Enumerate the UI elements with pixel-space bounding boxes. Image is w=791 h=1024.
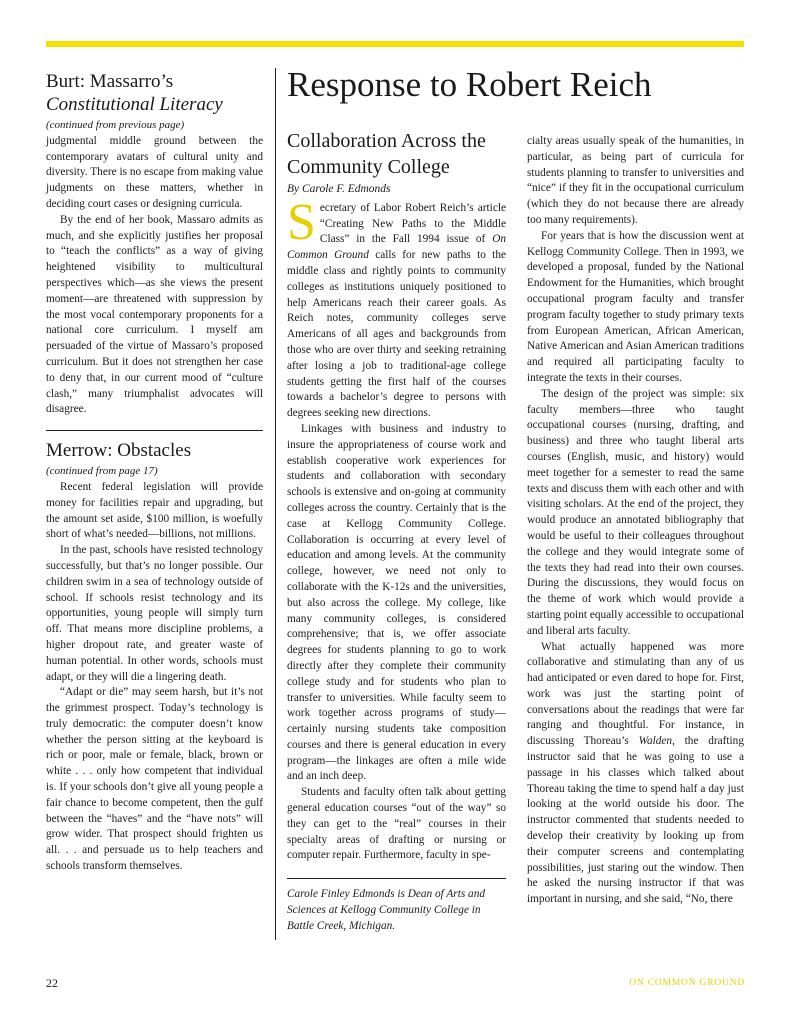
article-title: Collaboration Across the Community College bbox=[287, 130, 486, 178]
article-paragraph-4: cialty areas usually speak of the humanities, in particular, as being part of curricula for students planning to transfer to universities and “nice” if they fit in the occupational curriculum (which they do not because there are already too many requirements). bbox=[527, 135, 744, 226]
merrow-heading: Merrow: Obstacles bbox=[46, 440, 192, 462]
article-paragraph-5: For years that is how the discussion went at Kellogg Community College. Then in 1993, we developed a proposal, funded by the National Endowment for the Humanities, which brought occupational program faculty and transfer program faculty together to study primary texts from European American, African American, Native American and Asian American traditions and required all participating faculty to integrate the texts in their courses. bbox=[527, 229, 744, 384]
burt-subheading: Constitutional Literacy bbox=[46, 94, 223, 115]
merrow-paragraph-1: Recent federal legislation will provide money for facilities repair and upgrading, but the amount set aside, $100 million, is woefully short of what’s needed—billions, not millions. bbox=[46, 480, 263, 541]
burt-heading: Burt: Massarro’s Constitutional Literacy bbox=[46, 71, 223, 115]
article-paragraph-1: Secretary of Labor Robert Reich’s article “Creating New Paths to the Middle Class” in the Fall 1994 issue of On Common Ground calls for new paths to the middle class and rightly points to community colleges as institutions uniquely positioned to help Americans reach their career goals. As Reich notes, community colleges serve Americans of all ages and backgrounds from those who are over thirty and seeking retraining after losing a job to traditional-age college students getting the first half of the courses towards a bachelor’s degree to persons with degrees seeking new directions. bbox=[287, 193, 506, 420]
bio-divider bbox=[287, 878, 506, 879]
walden-title: Walden bbox=[638, 735, 673, 748]
burt-paragraph-1: judgmental middle ground between the contemporary avatars of cultural unity and diversity. There is no escape from making value judgments on these matters, whether in deciding court cases or designing curricula. bbox=[46, 134, 263, 210]
left-column bbox=[46, 62, 263, 875]
section-divider bbox=[46, 430, 263, 431]
article-paragraph-2: Linkages with business and industry to insure the appropriateness of course work and establish cooperative work experiences for students and collaboration with secondary schools is extensive and on-going at community colleges across the country. Certainly that is the case at Kellogg Community College. Collaboration is occurring at every level of education and among levels. At the community college, however, we need not only to collaborate with the K-12s and the universities, but also across the college. My college, like many community colleges, is considered comprehensive; that is, we offer associate degrees for students planning to go to work directly after they complete their community college study and for students who plan to transfer to universities. While faculty seem to work together across programs of study—certainly nursing students take composition courses and there is general education in every program—the linkages are often a mile wide and an inch deep. bbox=[287, 422, 506, 783]
article-paragraph-7: What actually happened was more collaborative and stimulating than any of us had anticipated or even dared to hope for. First, work was just the starting point of conversations about the readings that were far ranging and thoughtful. For instance, in discussing Thoreau’s Walden, the drafting instructor said that he was going to use a passage in his classes which talked about Thoreau taking the time to spend half a day just looking at the world outside his door. The instructor commented that students needed to develop their creativity by looking up from their computer screens and contemplating possibilities, just staring out the window. Then he asked the nursing instructor if that was important in nursing, and she said, “No, there bbox=[527, 640, 744, 906]
page-title: Response to Robert Reich bbox=[287, 65, 652, 104]
column-rule bbox=[275, 68, 276, 940]
right-column bbox=[527, 134, 744, 908]
merrow-paragraph-2: In the past, schools have resisted technology successfully, but that’s no longer possible. Our children swim in a sea of technology outside of school. If schools resist technology and its opportunities, young people will simply turn off. That means more discipline problems, a higher dropout rate, and greater waste of human potential. In other words, schools must adapt, or they will die a lingering death. bbox=[46, 544, 263, 683]
drop-cap: S bbox=[287, 193, 316, 251]
merrow-continued-note: (continued from page 17) bbox=[46, 465, 158, 478]
running-title: ON COMMON GROUND bbox=[629, 978, 745, 988]
top-accent-bar bbox=[46, 41, 744, 47]
byline: By Carole F. Edmonds bbox=[287, 183, 391, 195]
merrow-paragraph-3: “Adapt or die” may seem harsh, but it’s not the grimmest prospect. Today’s technology is truly democratic: the computer doesn’t know whether the person sitting at the keyboard is rich or poor, male or female, black, brown or white . . . only how competent that individual is. If your schools don’t give all young people a fair chance to become competent, then the gulf between the “haves” and the “have nots” will grow wider. That prospect should frighten us all. . . and persuade us to help teachers and schools transform themselves. bbox=[46, 686, 263, 873]
middle-column bbox=[287, 128, 506, 935]
page-number: 22 bbox=[46, 976, 58, 990]
burt-paragraph-2: By the end of her book, Massaro admits as much, and she explicitly justifies her proposal to “teach the conflicts” as a way of giving heightened visibility to multicultural perspectives which—as she views the present moment—are threatened with suppression by the most vocal contemporary proponents for a national core curriculum. I myself am persuaded of the virtue of Massaro’s proposed curriculum. But it does not strengthen her case to deny that, in our current mood of “culture clash,” many triumphalist advocates will disagree. bbox=[46, 213, 263, 416]
publication-title: On Common Ground bbox=[287, 233, 506, 262]
author-bio: Carole Finley Edmonds is Dean of Arts and Sciences at Kellogg Community College in Battle Creek, Michigan. bbox=[287, 888, 485, 932]
article-paragraph-3: Students and faculty often talk about getting general education courses “out of the way” so they can get to the “real” courses in their specialty areas of drafting or nursing or computer repair. Furthermore, faculty in spe- bbox=[287, 786, 506, 862]
article-paragraph-6: The design of the project was simple: six faculty members—three who taught occupational courses (nursing, drafting, and business) and three who taught liberal arts courses (English, music, and history) would meet together for a semester to read the same texts and discuss them with each other and with visiting scholars. At the end of the project, they would produce an annotated bibliography that would be useful to their colleagues throughout the college and they would integrate some of the texts they had read into their own courses. During the discussions, they would focus on the theme of work which would provide a starting point equally accessible to occupational and liberal arts faculty. bbox=[527, 387, 744, 637]
burt-continued-note: (continued from previous page) bbox=[46, 119, 185, 131]
